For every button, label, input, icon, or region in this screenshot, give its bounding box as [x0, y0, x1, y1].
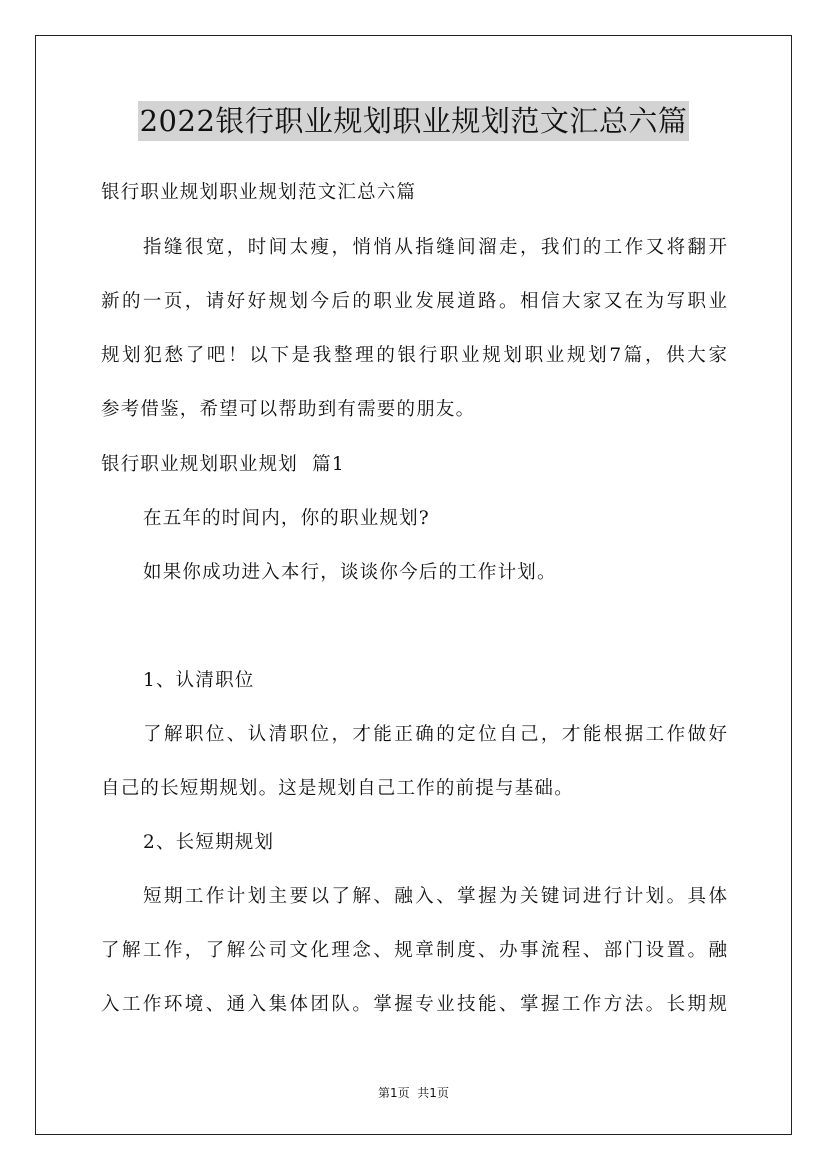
item-heading: 2、长短期规划	[143, 832, 275, 853]
intro-line: 规划犯愁了吧！以下是我整理的银行职业规划职业规划7篇，供大家	[101, 345, 727, 366]
document-title: 2022银行职业规划职业规划范文汇总六篇	[138, 101, 690, 141]
item-line: 了解工作，了解公司文化理念、规章制度、办事流程、部门设置。融	[101, 940, 727, 961]
item-line: 了解职位、认清职位，才能正确的定位自己，才能根据工作做好	[143, 724, 727, 745]
item-line: 自己的长短期规划。这是规划自己工作的前提与基础。	[101, 778, 574, 799]
question: 在五年的时间内，你的职业规划?	[143, 508, 430, 529]
intro-line: 参考借鉴，希望可以帮助到有需要的朋友。	[101, 399, 476, 420]
section-heading: 银行职业规划职业规划 篇1	[101, 454, 345, 475]
item-line: 短期工作计划主要以了解、融入、掌握为关键词进行计划。具体	[143, 886, 727, 907]
item-heading: 1、认清职位	[143, 670, 255, 691]
intro-line: 指缝很宽，时间太瘦，悄悄从指缝间溜走，我们的工作又将翻开	[143, 237, 727, 258]
title-container	[0, 101, 827, 141]
page-number: 第1页 共1页	[378, 1086, 449, 1100]
item-line: 入工作环境、通入集体团队。掌握专业技能、掌握工作方法。长期规	[101, 994, 727, 1015]
intro-line: 新的一页，请好好规划今后的职业发展道路。相信大家又在为写职业	[101, 291, 727, 312]
page-footer	[0, 1084, 827, 1101]
subtitle: 银行职业规划职业规划范文汇总六篇	[101, 182, 417, 203]
question: 如果你成功进入本行，谈谈你今后的工作计划。	[143, 562, 557, 583]
